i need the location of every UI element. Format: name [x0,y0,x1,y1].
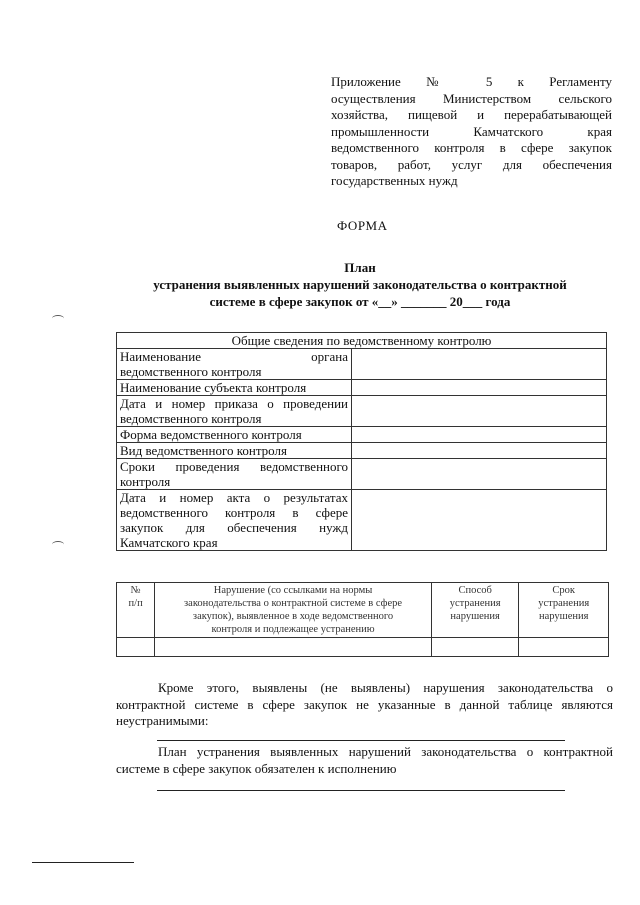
empty-cell [155,638,432,657]
plan-title [110,259,610,310]
header-violation [155,583,432,638]
row-value [352,396,607,427]
header-line: устранения [538,598,590,609]
table-row [117,396,607,427]
header-line: № [130,585,141,596]
row-label [117,459,352,490]
footnote-rule [32,862,134,863]
empty-cell [519,638,609,657]
paragraph-line: План устранения выявленных нарушений законодательства о контрактной [158,744,613,759]
blank-line [157,790,565,791]
table-row [117,427,607,443]
row-label-line: Камчатского края [120,535,218,550]
blank-line [157,740,565,741]
scan-mark [52,315,64,322]
header-line: устранения [449,598,501,609]
appendix-line: промышленности Камчатского края [331,123,612,139]
appendix-line: хозяйства, пищевой и перерабатывающей [331,107,612,122]
plan-title-line1: План [344,260,376,275]
row-value [352,443,607,459]
header-line: Срок [552,585,576,596]
row-label-line: Вид ведомственного контроля [120,443,287,458]
row-label-line: Наименование органа [120,349,348,364]
row-value [352,490,607,551]
row-label-line: ведомственного контроля [120,364,262,379]
row-label-line: Дата и номер приказа о проведении [120,396,348,411]
table-row [117,638,609,657]
row-value [352,349,607,380]
appendix-line: ведомственного контроля в сфере закупок [331,140,612,155]
appendix-line: осуществления Министерством сельского [331,90,612,106]
form-label: ФОРМА [337,218,388,233]
table-row [117,490,607,551]
row-value [352,427,607,443]
table-header: Общие сведения по ведомственному контролю [117,333,607,349]
table-header-row [117,583,609,638]
table-row [117,443,607,459]
paragraph-line: Кроме этого, выявлены (не выявлены) нарушения законодательства о [158,680,613,695]
header-line: законодательства о контрактной системе в сфере [184,598,403,609]
paragraph-line: неустранимыми: [116,713,209,728]
paragraph-line: системе в сфере закупок обязателен к исполнению [116,760,397,776]
row-label-line: ведомственного контроля [120,411,262,426]
row-label-line: Наименование субъекта контроля [120,380,307,395]
table-header-row [117,333,607,349]
plan-title-line2: устранения выявленных нарушений законодательства о контрактной [153,277,567,292]
row-label [117,427,352,443]
row-label [117,349,352,380]
paragraph-unresolved [116,680,613,730]
row-label-line: Дата и номер акта о результатах [120,490,348,505]
scan-mark [52,541,64,548]
header-line: нарушения [450,611,500,622]
row-value [352,380,607,396]
header-line: Нарушение (со ссылками на нормы [213,585,373,596]
table-row [117,349,607,380]
row-label [117,443,352,459]
appendix-line: государственных нужд [331,173,458,188]
header-line: п/п [128,598,143,609]
table-row [117,380,607,396]
header-line: нарушения [538,611,589,622]
row-label-line: Сроки проведения ведомственного [120,459,348,474]
header-line: закупок), выявленное в ходе ведомственного [192,611,394,622]
violations-table [116,582,609,657]
empty-cell [117,638,155,657]
header-method [431,583,519,638]
row-label-line: контроля [120,474,171,489]
empty-cell [431,638,519,657]
row-label [117,380,352,396]
appendix-note [331,74,612,190]
paragraph-mandatory [116,744,613,777]
row-value [352,459,607,490]
header-num [117,583,155,638]
header-line: Способ [458,585,492,596]
control-info-table [116,332,607,551]
table-row [117,459,607,490]
header-deadline [519,583,609,638]
appendix-line: Приложение № 5 к Регламенту [331,74,612,89]
row-label-line: ведомственного контроля в сфере [120,505,348,520]
row-label-line: Форма ведомственного контроля [120,427,302,442]
paragraph-line: контрактной системе в сфере закупок не указанные в данной таблице являются [116,696,613,712]
header-line: контроля и подлежащее устранению [211,624,375,635]
row-label-line: закупок для обеспечения нужд [120,520,348,535]
plan-title-line3: системе в сфере закупок от «__» _______ 20___ года [209,294,511,309]
row-label [117,490,352,551]
appendix-line: товаров, работ, услуг для обеспечения [331,156,612,172]
row-label [117,396,352,427]
